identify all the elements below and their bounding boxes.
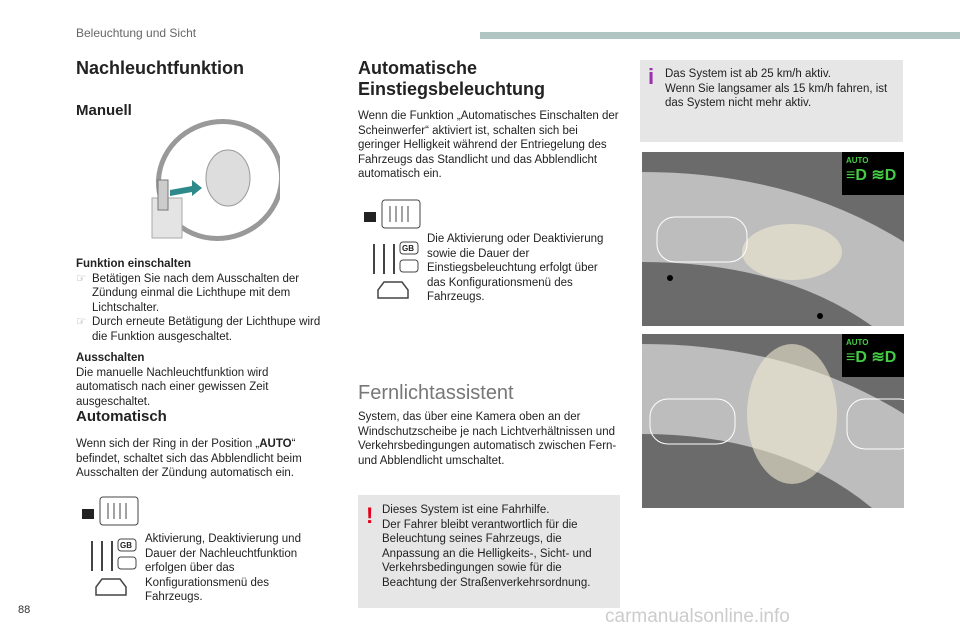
config-icons <box>82 495 140 605</box>
hand-bullet-icon: ☞ <box>76 272 87 285</box>
info-text: Das System ist ab 25 km/h aktiv. Wenn Sie langsamer als 15 km/h fahren, ist das System nicht mehr aktiv. <box>665 68 888 109</box>
off-title: Ausschalten <box>76 352 145 364</box>
auto-text: Wenn sich der Ring in der Position „AUTO“ befindet, schaltet sich das Abblendlicht beim Ausschalten der Zündung automatisch ein. <box>76 438 302 479</box>
warning-text: Dieses System ist eine Fahrhilfe. Der Fahrer bleibt verantwortlich für die Beleuchtung seines Fahrzeugs, die Anpassung an die Helligkeits-, Sicht- und Verkehrsbedingungen sowie für die Beachtung der Straßenverkehrsordnung. <box>382 504 592 589</box>
auto-headlight-indicator-icon: AUTO ≡D ≋D <box>842 152 904 195</box>
illustration-low-beam <box>642 152 904 326</box>
hand-bullet-icon: ☞ <box>76 316 87 328</box>
middle-config-text: Die Aktivierung oder Deaktivierung sowie die Dauer der Einstiegsbeleuchtung erfolgt über das Konfigurationsmenü des Fahrzeugs. <box>427 233 604 303</box>
info-icon: i <box>648 64 655 89</box>
title-manuell: Manuell <box>76 102 132 119</box>
auto-headlight-indicator-icon: AUTO ≡D ≋D <box>842 334 904 377</box>
off-text: Die manuelle Nachleuchtfunktion wird automatisch nach einer gewissen Zeit ausgeschaltet. <box>76 366 269 408</box>
steering-control-icon <box>374 242 418 274</box>
steering-wheel-illustration <box>140 118 280 243</box>
section-header: Beleuchtung und Sicht <box>76 26 197 40</box>
title-einstiegsbeleuchtung: Automatische Einstiegsbeleuchtung <box>358 58 546 99</box>
left-config-text: Aktivierung, Deaktivierung und Dauer der Nachleuchtfunktion erfolgen über das Konfigurationsmenü des Fahrzeugs. <box>145 533 301 603</box>
illustration-high-beam <box>642 334 904 508</box>
car-icon <box>378 282 408 298</box>
svg-text:GB: GB <box>120 541 132 550</box>
watermark: carmanualsonline.info <box>605 606 790 627</box>
screen-menu-icon <box>82 497 138 525</box>
warning-icon: ! <box>366 503 374 528</box>
title-nachleuchtfunktion: Nachleuchtfunktion <box>76 58 245 78</box>
screen-menu-icon <box>364 200 420 228</box>
warning-box <box>358 495 620 608</box>
title-automatisch: Automatisch <box>76 408 167 425</box>
list-item: ☞ Durch erneute Betätigung der Lichthupe wird die Funktion ausgeschaltet. <box>76 316 321 343</box>
page-number: 88 <box>18 604 31 616</box>
config-icons <box>364 198 422 308</box>
steering-control-icon <box>92 539 136 571</box>
funktion-einschalten-block <box>76 257 326 409</box>
car-icon <box>96 579 126 595</box>
einstiegs-text: Wenn die Funktion „Automatisches Einschalten der Scheinwerfer“ aktiviert ist, schalten sich bei geringer Helligkeit während der Entriegelung des Fahrzeugs das Standlicht und das Abblendlicht automatisch ein. <box>358 110 619 180</box>
on-title: Funktion einschalten <box>76 258 192 270</box>
assist-text: System, das über eine Kamera oben an der Windschutzscheibe je nach Lichtverhältnissen und Verkehrsbedingungen automatisch zwischen Fern- und Abblendlicht umschaltet. <box>358 411 617 467</box>
svg-text:GB: GB <box>402 244 414 253</box>
header-bar <box>480 32 960 39</box>
info-box <box>640 60 903 142</box>
list-item: ☞ Betätigen Sie nach dem Ausschalten der Zündung einmal die Lichthupe mit dem Lichtschalter. <box>76 272 300 314</box>
title-fernlichtassistent: Fernlichtassistent <box>358 382 514 404</box>
